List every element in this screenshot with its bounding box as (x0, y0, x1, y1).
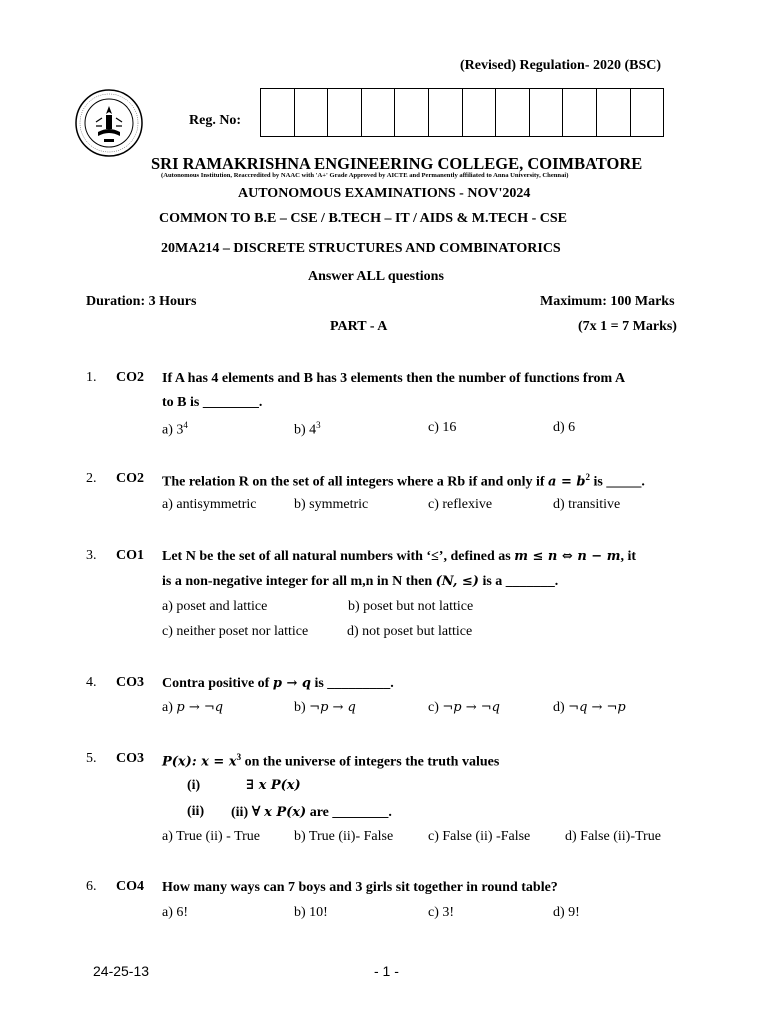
course-outcome: CO3 (116, 675, 144, 690)
option-c: c) 3! (428, 905, 455, 920)
option-b-prefix: b) (294, 700, 310, 715)
reg-no-cell[interactable] (261, 89, 295, 136)
question-text-pre: Contra positive of (162, 676, 273, 691)
part-marks: (7x 1 = 7 Marks) (578, 319, 677, 334)
option-b-math: ¬p → q (309, 700, 356, 715)
reg-no-cell[interactable] (463, 89, 497, 136)
question-text-post: on the universe of integers the truth values (241, 754, 500, 770)
sub-question-pre: (ii) ∀ (231, 805, 265, 820)
option-b: b) poset but not lattice (348, 599, 474, 614)
question-text-pre: The relation R on the set of all integers where a Rb if and only if (162, 474, 549, 490)
question-math: (N, ≤) (435, 574, 479, 589)
reg-no-cell[interactable] (362, 89, 396, 136)
question-number: 3. (86, 548, 97, 563)
reg-no-cell[interactable] (563, 89, 597, 136)
reg-no-cell[interactable] (496, 89, 530, 136)
option-c: c) reflexive (428, 497, 493, 512)
part-label: PART - A (330, 319, 388, 334)
college-logo-icon (74, 88, 144, 158)
sub-question-post: are ________. (306, 805, 392, 820)
question-number: 5. (86, 751, 97, 766)
option-a (162, 420, 188, 439)
option-c: c) 16 (428, 420, 457, 435)
question-math: a = b (548, 474, 586, 490)
common-to: COMMON TO B.E – CSE / B.TECH – IT / AIDS & M.TECH - CSE (159, 211, 568, 226)
option-b-exp: 3 (316, 420, 321, 430)
option-d (553, 700, 626, 716)
reg-no-boxes[interactable] (260, 88, 664, 137)
reg-no-cell[interactable] (395, 89, 429, 136)
question-text-post: is a _______. (478, 574, 559, 589)
question-text-post: is _____. (590, 474, 645, 490)
option-d: d) 6 (553, 420, 576, 435)
sub-question-expr: x P(x) (264, 805, 307, 820)
reg-no-cell[interactable] (530, 89, 564, 136)
option-a: a) antisymmetric (162, 497, 257, 512)
option-d-prefix: d) (553, 700, 569, 715)
option-c (428, 700, 500, 716)
question-text (162, 472, 645, 491)
question-text-cont (162, 574, 558, 590)
course-outcome: CO2 (116, 370, 144, 385)
regulation-label: (Revised) Regulation- 2020 (BSC) (460, 58, 662, 73)
course-outcome: CO2 (116, 471, 144, 486)
question-text: How many ways can 7 boys and 3 girls sit together in round table? (162, 880, 558, 895)
question-text-cont: to B is ________. (162, 395, 263, 410)
option-b (294, 420, 321, 439)
duration: Duration: 3 Hours (86, 294, 197, 309)
option-d-math: ¬q → ¬p (568, 700, 626, 715)
question-math: m ≤ n ⇔ n − m (514, 549, 621, 564)
course-outcome: CO3 (116, 751, 144, 766)
course-title: 20MA214 – DISCRETE STRUCTURES AND COMBINATORICS (161, 241, 561, 256)
question-text-pre: is a non-negative integer for all m,n in N then (162, 574, 436, 589)
option-a-prefix: a) (162, 700, 177, 715)
accreditation-note: (Autonomous Institution, Reaccredited by NAAC with 'A+' Grade Approved by AICTE and Permanently affiliated to Anna University, Chennai) (161, 172, 569, 179)
option-c: c) False (ii) -False (428, 829, 531, 844)
option-d: d) not poset but lattice (347, 624, 473, 639)
instruction: Answer ALL questions (308, 269, 444, 284)
question-text (162, 752, 499, 771)
option-a: a) 6! (162, 905, 189, 920)
question-number: 1. (86, 370, 97, 385)
reg-no-cell[interactable] (429, 89, 463, 136)
question-math: P(x): x = x (162, 754, 237, 770)
sub-question-expr: ∃ x P(x) (246, 778, 301, 793)
question-number: 2. (86, 471, 97, 486)
college-name: SRI RAMAKRISHNA ENGINEERING COLLEGE, COIMBATORE (151, 154, 643, 173)
option-a-math: p → ¬q (176, 700, 224, 715)
reg-no-cell[interactable] (295, 89, 329, 136)
question-number: 6. (86, 879, 97, 894)
option-b-text: b) 4 (294, 422, 317, 438)
option-b: b) True (ii)- False (294, 829, 394, 844)
question-exp: 3 (236, 752, 242, 762)
reg-no-cell[interactable] (328, 89, 362, 136)
sub-question-text (231, 804, 392, 821)
option-c: c) neither poset nor lattice (162, 624, 309, 639)
option-b (294, 700, 356, 716)
question-text: If A has 4 elements and B has 3 elements then the number of functions from A (162, 371, 626, 386)
question-text (162, 676, 394, 692)
question-text-post: is _________. (310, 676, 394, 691)
question-math: p → q (272, 676, 311, 691)
option-d: d) 9! (553, 905, 580, 920)
course-outcome: CO1 (116, 548, 144, 563)
question-text-post: , it (620, 549, 637, 564)
option-d: d) False (ii)-True (565, 829, 661, 844)
sub-question-label: (i) (187, 778, 201, 793)
option-a-exp: 4 (183, 420, 188, 430)
max-marks: Maximum: 100 Marks (540, 294, 675, 309)
question-number: 4. (86, 675, 97, 690)
sub-question-math (246, 778, 301, 794)
option-a (162, 700, 223, 716)
question-text (162, 549, 636, 565)
question-exp: 2 (585, 472, 590, 482)
reg-no-cell[interactable] (597, 89, 631, 136)
exam-title: AUTONOMOUS EXAMINATIONS - NOV'2024 (238, 186, 531, 201)
reg-no-cell[interactable] (631, 89, 664, 136)
sub-question-label: (ii) (187, 804, 205, 819)
option-a-text: a) 3 (162, 422, 184, 438)
option-a: a) True (ii) - True (162, 829, 261, 844)
reg-no-label: Reg. No: (189, 113, 242, 128)
page-number: - 1 - (374, 963, 399, 979)
option-c-math: ¬p → ¬q (442, 700, 500, 715)
question-text-pre: Let N be the set of all natural numbers with ‘≤’, defined as (162, 549, 515, 564)
course-outcome: CO4 (116, 879, 144, 894)
option-a: a) poset and lattice (162, 599, 268, 614)
option-b: b) symmetric (294, 497, 369, 512)
option-b: b) 10! (294, 905, 328, 920)
option-c-prefix: c) (428, 700, 443, 715)
option-d: d) transitive (553, 497, 621, 512)
footer-code: 24-25-13 (93, 963, 150, 979)
